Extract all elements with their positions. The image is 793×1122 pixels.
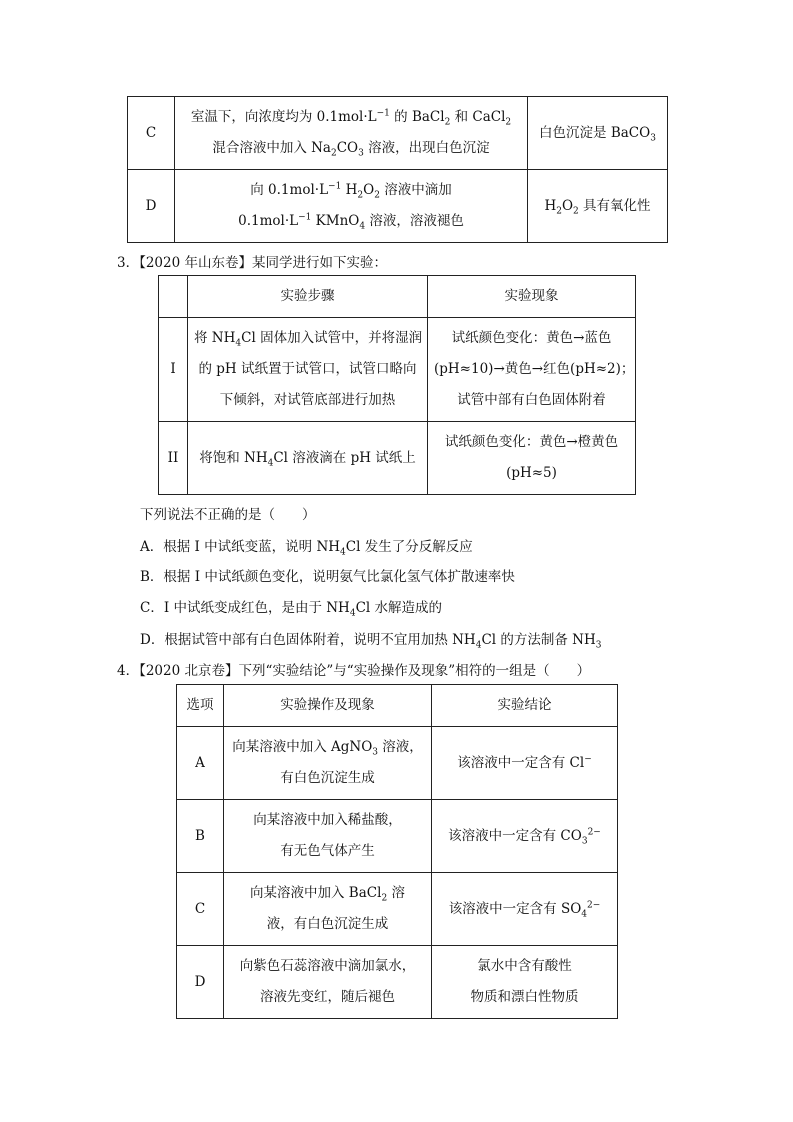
step-cell: 将 $NH_4Cl$ 固体加入试管中，并将湿润 的 pH 试纸置于试管口，试管口略向 下倾斜，对试管底部进行加热 <box>188 318 428 422</box>
operation-cell: 室温下，向浓度均为 $0.1mol\cdot L^{-1}$ 的 BaCl$_2$ 和 CaCl$_2$ 混合溶液中加入 $Na_2CO_3$ 溶液，出现白色沉淀 <box>175 97 528 170</box>
conclusion-cell: 白色沉淀是 BaCO$_3$ <box>528 97 668 170</box>
question-4-title: 4．【2020 北京卷】下列“实验结论”与“实验操作及现象”相符的一组是（ ） <box>117 663 591 679</box>
row-label: D <box>128 170 175 243</box>
conclusion-cell: 该溶液中一定含有 $SO_4^{2-}$ <box>432 873 618 946</box>
question-3-prompt: 下列说法不正确的是（ ） <box>140 507 316 523</box>
table-row <box>177 800 618 873</box>
table-row <box>177 727 618 800</box>
table-row <box>128 97 668 170</box>
previous-question-table <box>127 96 668 243</box>
operation-cell: 向某溶液中加入 AgNO$_3$ 溶液， 有白色沉淀生成 <box>224 727 432 800</box>
table-row <box>128 170 668 243</box>
operation-cell: 向某溶液中加入稀盐酸， 有无色气体产生 <box>224 800 432 873</box>
option-c[interactable]: C．I 中试纸变成红色，是由于 $NH_4Cl$ 水解造成的 <box>140 600 443 619</box>
option-b[interactable]: B．根据 I 中试纸颜色变化，说明氨气比氯化氢气体扩散速率快 <box>140 569 515 585</box>
table-row <box>159 422 636 495</box>
row-label: D <box>177 946 224 1019</box>
header-option: 选项 <box>177 685 224 727</box>
operation-cell: 向某溶液中加入 BaCl$_2$ 溶 液，有白色沉淀生成 <box>224 873 432 946</box>
question-4-table <box>176 684 618 1019</box>
phenomena-cell: 试纸颜色变化：黄色→橙黄色 (pH≈5) <box>428 422 636 495</box>
option-a[interactable]: A．根据 I 中试纸变蓝，说明 $NH_4Cl$ 发生了分反解反应 <box>140 539 473 558</box>
conclusion-cell: $H_2O_2$ 具有氧化性 <box>528 170 668 243</box>
row-label: B <box>177 800 224 873</box>
header-steps: 实验步骤 <box>188 276 428 318</box>
header-conclusion: 实验结论 <box>432 685 618 727</box>
question-3-table <box>158 275 636 495</box>
row-label: C <box>177 873 224 946</box>
table-row <box>177 946 618 1019</box>
operation-cell: 向 $0.1mol\cdot L^{-1}$ $H_2O_2$ 溶液中滴加 $0.1mol\cdot L^{-1}$ KMnO$_4$ 溶液，溶液褪色 <box>175 170 528 243</box>
row-label: II <box>159 422 188 495</box>
option-d[interactable]: D．根据试管中部有白色固体附着，说明不宜用加热 $NH_4Cl$ 的方法制备 $NH_3$ <box>140 632 602 651</box>
table-header-row <box>177 685 618 727</box>
operation-cell: 向紫色石蕊溶液中滴加氯水， 溶液先变红，随后褪色 <box>224 946 432 1019</box>
header-operation: 实验操作及现象 <box>224 685 432 727</box>
row-label: C <box>128 97 175 170</box>
phenomena-cell: 试纸颜色变化：黄色→蓝色 (pH≈10)→黄色→红色(pH≈2)； 试管中部有白色固体附着 <box>428 318 636 422</box>
table-row <box>177 873 618 946</box>
header-blank <box>159 276 188 318</box>
conclusion-cell: 该溶液中一定含有 $CO_3^{2-}$ <box>432 800 618 873</box>
table-header-row <box>159 276 636 318</box>
row-label: I <box>159 318 188 422</box>
header-phenomena: 实验现象 <box>428 276 636 318</box>
row-label: A <box>177 727 224 800</box>
table-row <box>159 318 636 422</box>
conclusion-cell: 氯水中含有酸性 物质和漂白性物质 <box>432 946 618 1019</box>
question-3-title: 3．【2020 年山东卷】某同学进行如下实验： <box>117 255 387 271</box>
step-cell: 将饱和 $NH_4Cl$ 溶液滴在 pH 试纸上 <box>188 422 428 495</box>
conclusion-cell: 该溶液中一定含有 Cl− <box>432 727 618 800</box>
